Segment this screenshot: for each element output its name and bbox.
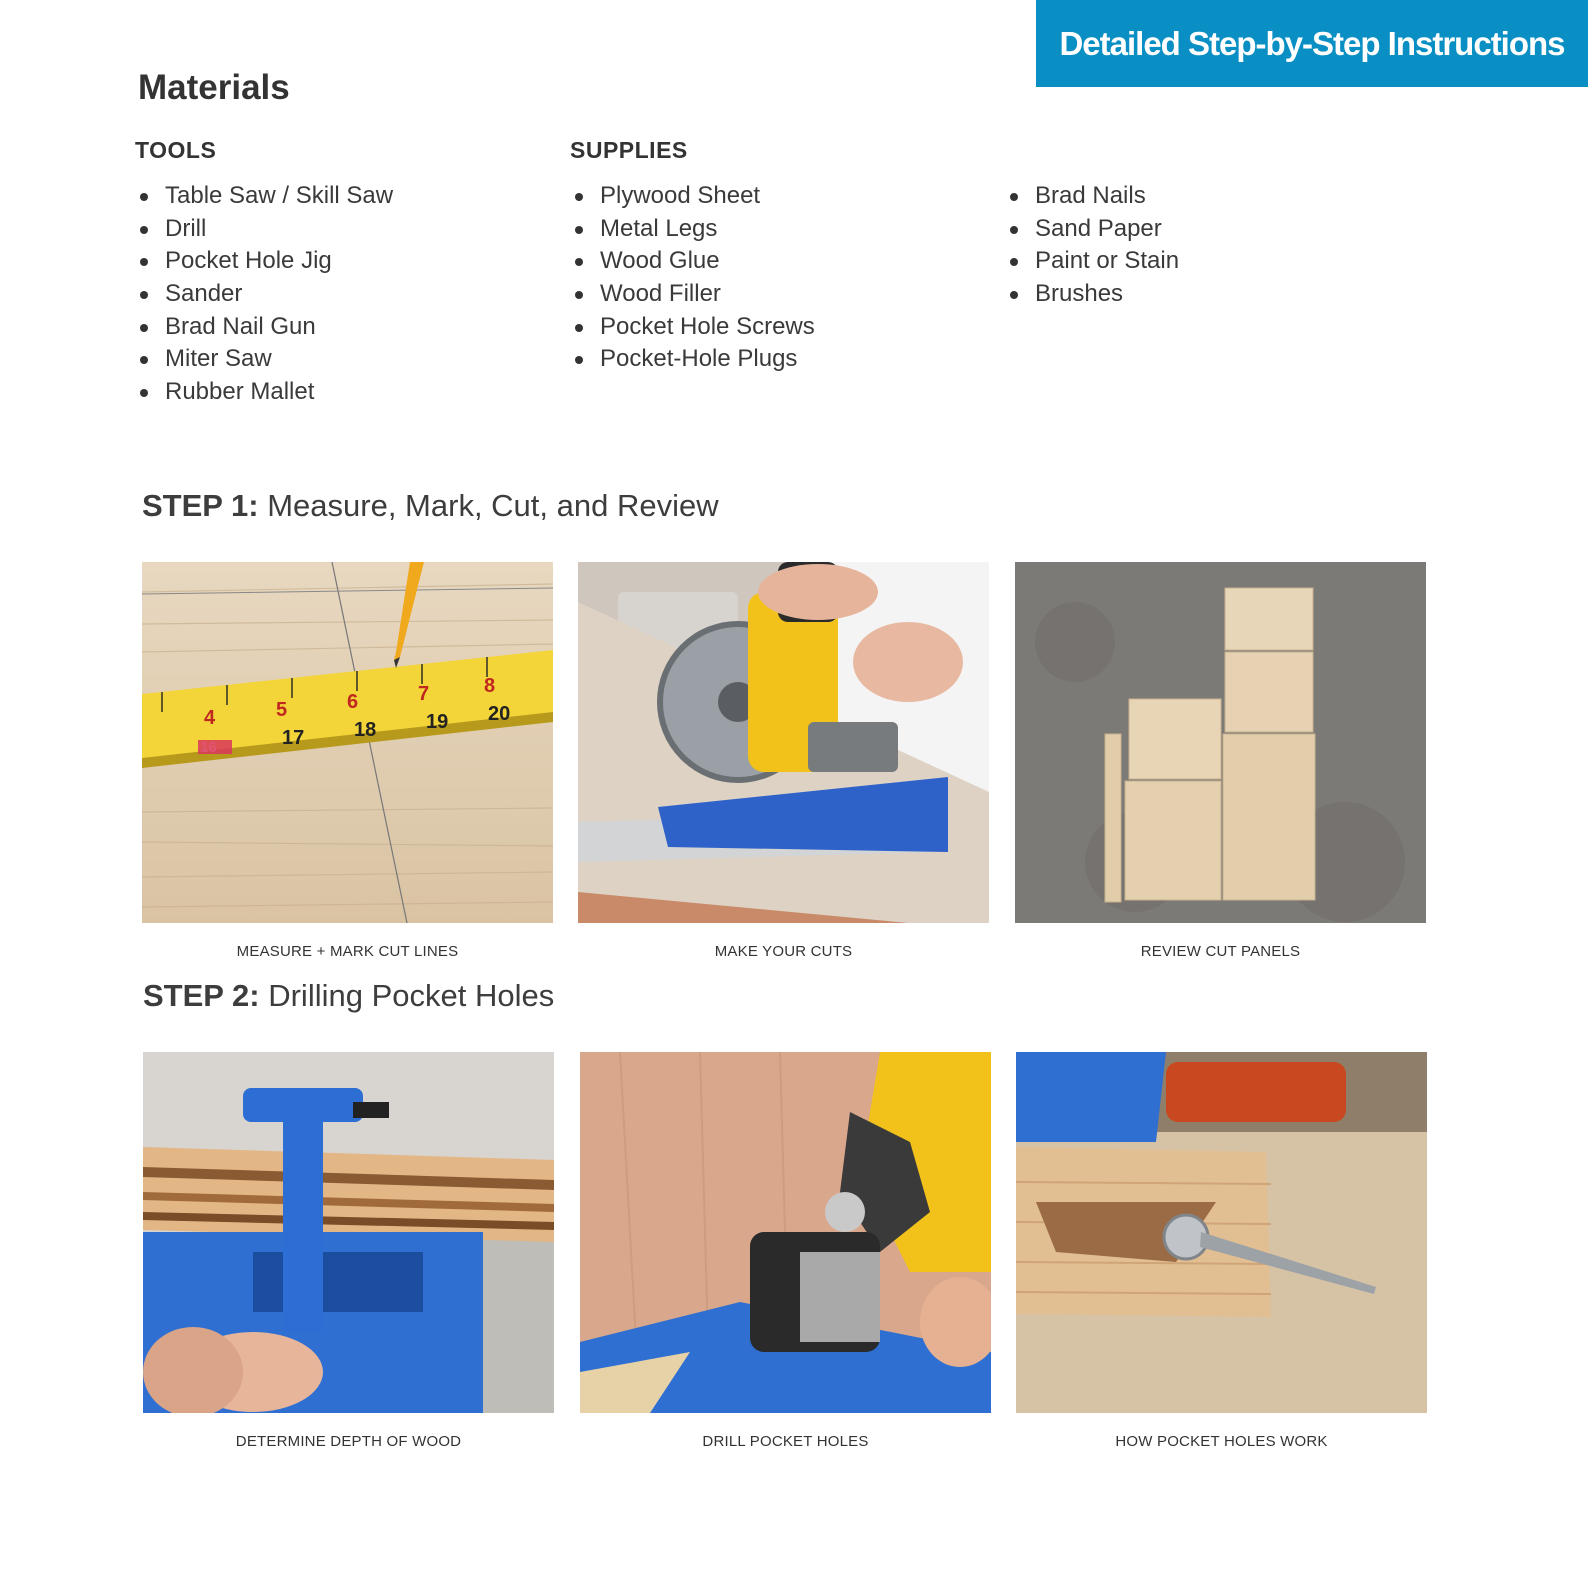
step-2-label: STEP 2: — [143, 978, 260, 1013]
tape-number: 19 — [426, 711, 449, 733]
pocket-screw-image — [1016, 1052, 1427, 1413]
step-1-label: STEP 1: — [142, 488, 259, 523]
step-1-text: Measure, Mark, Cut, and Review — [267, 488, 719, 523]
photo-drill-holes — [580, 1052, 991, 1413]
supplies-list-2 — [1006, 180, 1179, 311]
tape-number: 4 — [204, 707, 216, 729]
tape-number: 6 — [347, 691, 359, 713]
caption-measure: MEASURE + MARK CUT LINES — [236, 943, 459, 960]
caption-review: REVIEW CUT PANELS — [1140, 943, 1301, 960]
list-item: Brad Nail Gun — [136, 311, 393, 344]
materials-heading: Materials — [138, 68, 290, 107]
drill-image — [580, 1052, 991, 1413]
tape-number: 18 — [354, 719, 377, 741]
list-item: Wood Glue — [571, 245, 815, 278]
banner-title: Detailed Step-by-Step Instructions — [1059, 24, 1565, 62]
list-item: Sander — [136, 278, 393, 311]
supplies-list-1 — [571, 180, 815, 376]
tools-heading: TOOLS — [135, 137, 217, 163]
step-2-text: Drilling Pocket Holes — [268, 978, 555, 1013]
list-item: Plywood Sheet — [571, 180, 815, 213]
photo-how-pocket-holes-work — [1016, 1052, 1427, 1413]
photo-measure-mark — [142, 562, 553, 923]
tape-number: 7 — [418, 683, 430, 705]
photo-review-panels — [1015, 562, 1426, 923]
tools-list — [136, 180, 393, 409]
list-item: Sand Paper — [1006, 213, 1179, 246]
list-item: Brad Nails — [1006, 180, 1179, 213]
list-item: Rubber Mallet — [136, 376, 393, 409]
circular-saw-image — [578, 562, 989, 923]
tape-number: 17 — [282, 727, 305, 749]
tape-number: 20 — [488, 703, 511, 725]
list-item: Pocket-Hole Plugs — [571, 343, 815, 376]
tape-number: 8 — [484, 675, 496, 697]
list-item: Wood Filler — [571, 278, 815, 311]
list-item: Paint or Stain — [1006, 245, 1179, 278]
step-1-title — [142, 488, 719, 524]
instructions-banner — [1036, 0, 1588, 87]
cut-panels-image — [1015, 562, 1426, 923]
step-2-title — [143, 978, 554, 1014]
caption-drill: DRILL POCKET HOLES — [702, 1433, 869, 1450]
caption-cuts: MAKE YOUR CUTS — [714, 943, 853, 960]
list-item: Pocket Hole Screws — [571, 311, 815, 344]
list-item: Metal Legs — [571, 213, 815, 246]
list-item: Pocket Hole Jig — [136, 245, 393, 278]
list-item: Brushes — [1006, 278, 1179, 311]
list-item: Miter Saw — [136, 343, 393, 376]
photo-depth — [143, 1052, 554, 1413]
depth-gauge-image — [143, 1052, 554, 1413]
list-item: Table Saw / Skill Saw — [136, 180, 393, 213]
photo-make-cuts — [578, 562, 989, 923]
tape-number: 5 — [276, 699, 288, 721]
caption-depth: DETERMINE DEPTH OF WOOD — [235, 1433, 462, 1450]
measuring-tape-image — [142, 562, 553, 923]
supplies-heading: SUPPLIES — [570, 137, 688, 163]
caption-how-work: HOW POCKET HOLES WORK — [1115, 1433, 1328, 1450]
list-item: Drill — [136, 213, 393, 246]
